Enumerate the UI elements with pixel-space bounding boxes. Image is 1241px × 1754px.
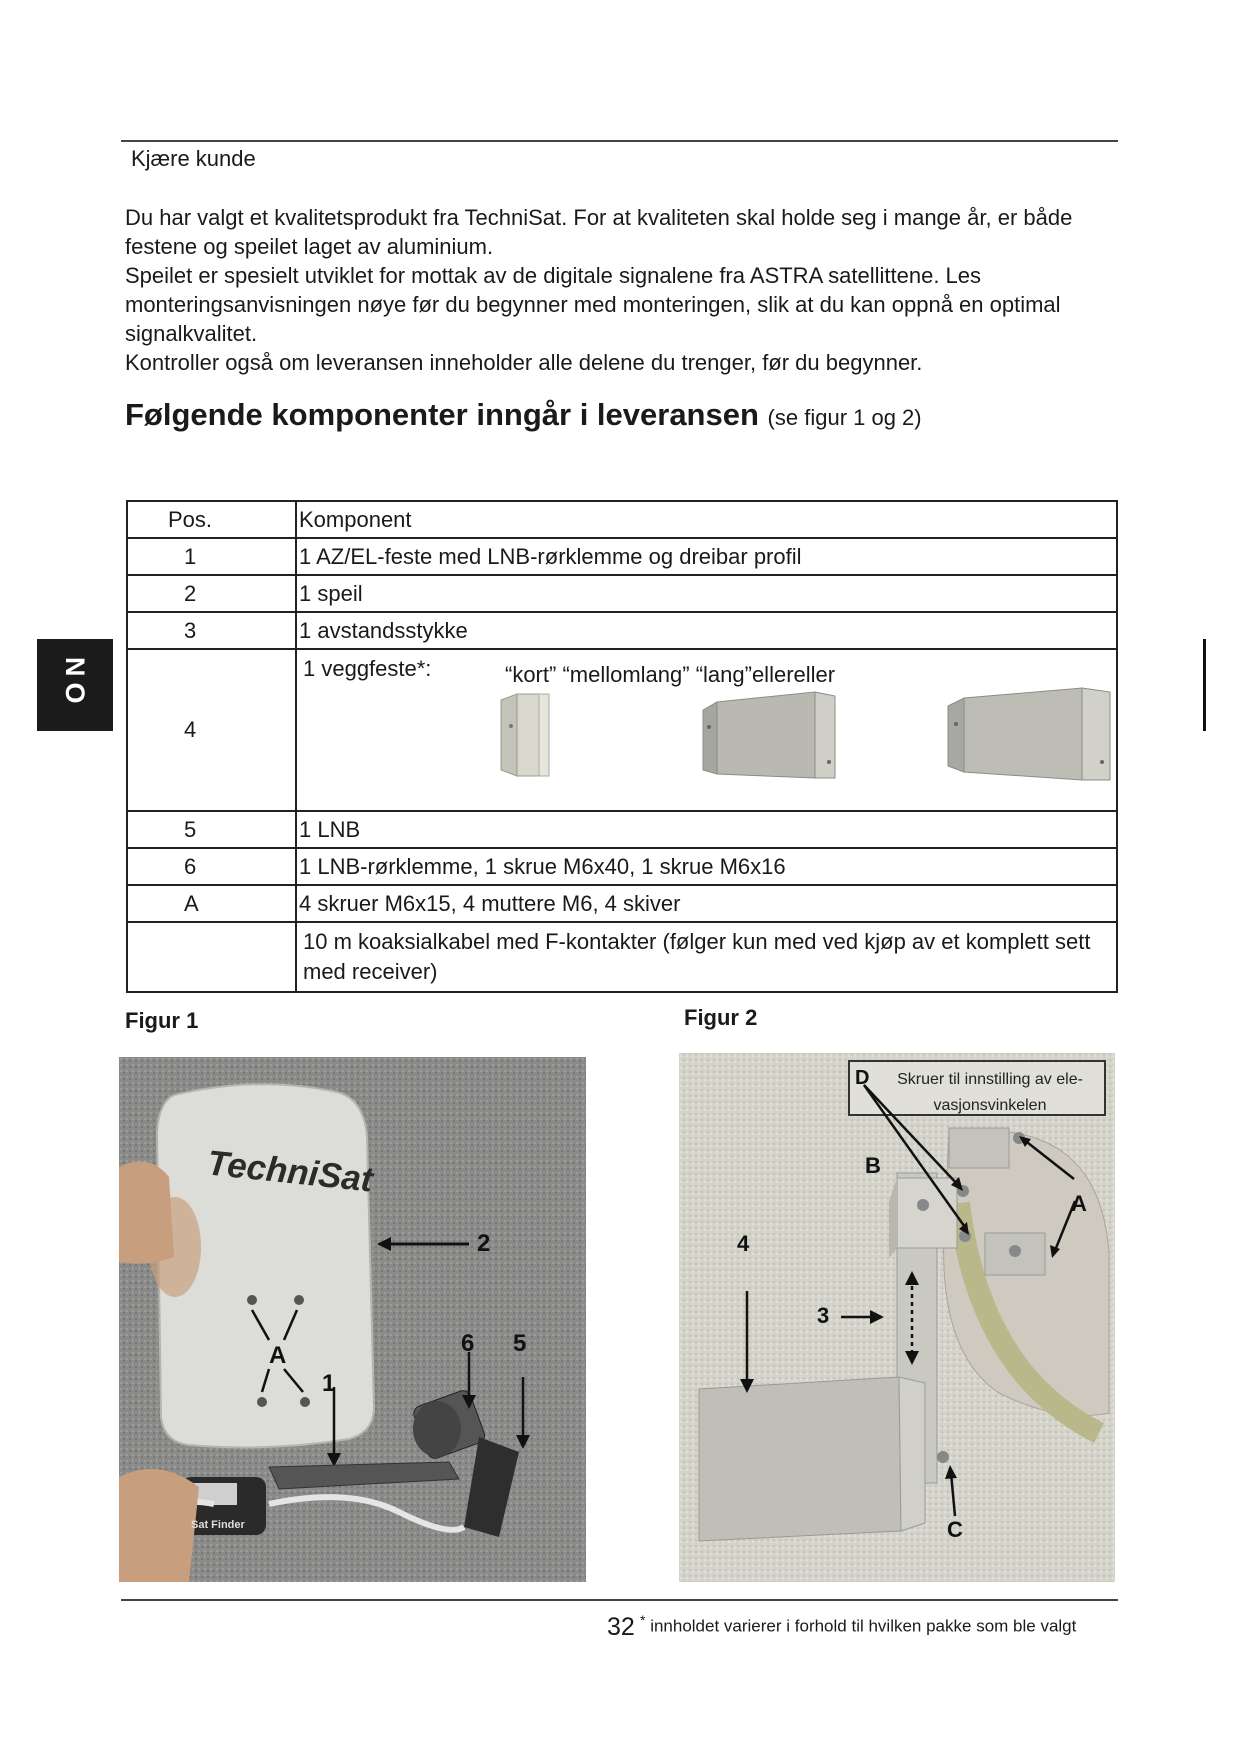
callout-c: C xyxy=(947,1517,963,1542)
wall-mount-variants: “kort” “mellomlang” “lang”ellereller xyxy=(505,662,836,687)
callout-2: 2 xyxy=(477,1230,491,1257)
callout-4: 4 xyxy=(737,1231,750,1256)
intro-paragraph-1: Du har valgt et kvalitetsprodukt fra TechniSat. For at kvaliteten skal holde seg i mange år, er både festene og speilet laget av aluminium. xyxy=(125,205,1073,259)
dish-brand-text: TechniSat xyxy=(205,1143,375,1200)
table-row xyxy=(127,848,1117,885)
table-header-pos: Pos. xyxy=(127,501,296,538)
figure-1-photo xyxy=(119,1057,586,1582)
table-row xyxy=(127,612,1117,649)
table-row xyxy=(127,575,1117,612)
table-row xyxy=(127,922,1117,992)
table-cell-wall-mount xyxy=(296,649,1117,811)
callout-3: 3 xyxy=(817,1303,830,1328)
language-tab-label: NO xyxy=(60,657,90,710)
intro-text xyxy=(125,203,1115,377)
table-cell-text: 1 LNB xyxy=(296,811,1117,848)
figure-1-label: Figur 1 xyxy=(125,1008,199,1033)
table-cell-text: 1 speil xyxy=(296,575,1117,612)
callout-a: A xyxy=(269,1342,287,1369)
bracket-long-image xyxy=(942,676,1117,786)
footnote-mark: * xyxy=(640,1612,646,1628)
intro-paragraph-3: Kontroller også om leveransen inneholder alle delene du trenger, før du begynner. xyxy=(125,350,923,375)
intro-paragraph-2: Speilet er spesielt utviklet for mottak av de digitale signalene fra ASTRA satellittene. Les monteringsanvisningen nøye før du begynner med monteringen, slik at du kan oppnå en optimal signalkvalitet. xyxy=(125,263,1061,346)
bracket-medium-image xyxy=(697,682,842,782)
figure-2-photo xyxy=(679,1053,1115,1582)
footnote-text: innholdet varierer i forhold til hvilken pakke som ble valgt xyxy=(650,1616,1077,1636)
bracket-short-image xyxy=(495,686,555,781)
table-row xyxy=(127,885,1117,922)
table-cell-pos: 1 xyxy=(127,538,296,575)
table-header-comp: Komponent xyxy=(296,501,1117,538)
legend-text: Skruer til innstilling av ele-vasjonsvinkelen xyxy=(897,1071,1083,1114)
callout-b: B xyxy=(865,1153,881,1178)
section-heading xyxy=(125,397,922,433)
footnote xyxy=(640,1612,1076,1637)
table-cell-pos: 4 xyxy=(127,649,296,811)
callout-1: 1 xyxy=(322,1370,336,1397)
table-cell-pos: 5 xyxy=(127,811,296,848)
page-number: 32 xyxy=(607,1613,635,1641)
table-row-wall-mount xyxy=(127,649,1117,811)
top-rule xyxy=(121,140,1118,142)
table-cell-pos: 3 xyxy=(127,612,296,649)
table-header-row xyxy=(127,501,1117,538)
wall-mount-label: 1 veggfeste*: xyxy=(303,656,432,681)
legend-key-d: D xyxy=(855,1067,870,1089)
callout-6: 6 xyxy=(461,1330,475,1357)
callout-a: A xyxy=(1071,1191,1087,1216)
language-tab xyxy=(37,639,113,731)
table-cell-text: 1 LNB-rørklemme, 1 skrue M6x40, 1 skrue M6x16 xyxy=(296,848,1117,885)
table-cell-text: 1 AZ/EL-feste med LNB-rørklemme og dreibar profil xyxy=(296,538,1117,575)
callout-5: 5 xyxy=(513,1330,527,1357)
greeting: Kjære kunde xyxy=(131,146,256,171)
table-cell-text: 10 m koaksialkabel med F-kontakter (følger kun med ved kjøp av et komplett sett med receiver) xyxy=(296,922,1117,992)
table-cell-text: 4 skruer M6x15, 4 muttere M6, 4 skiver xyxy=(296,885,1117,922)
figure-2-label: Figur 2 xyxy=(684,1005,758,1030)
table-row xyxy=(127,538,1117,575)
table-cell-pos: A xyxy=(127,885,296,922)
margin-bar xyxy=(1203,639,1206,731)
table-row xyxy=(127,811,1117,848)
section-heading-sub: (se figur 1 og 2) xyxy=(767,405,922,430)
table-cell-pos: 2 xyxy=(127,575,296,612)
bottom-rule xyxy=(121,1599,1118,1601)
components-table xyxy=(126,500,1118,993)
table-cell-text: 1 avstandsstykke xyxy=(296,612,1117,649)
section-heading-main: Følgende komponenter inngår i leveransen xyxy=(125,397,759,432)
table-cell-pos: 6 xyxy=(127,848,296,885)
table-cell-pos xyxy=(127,922,296,992)
sat-finder-label: Sat Finder xyxy=(191,1519,245,1531)
